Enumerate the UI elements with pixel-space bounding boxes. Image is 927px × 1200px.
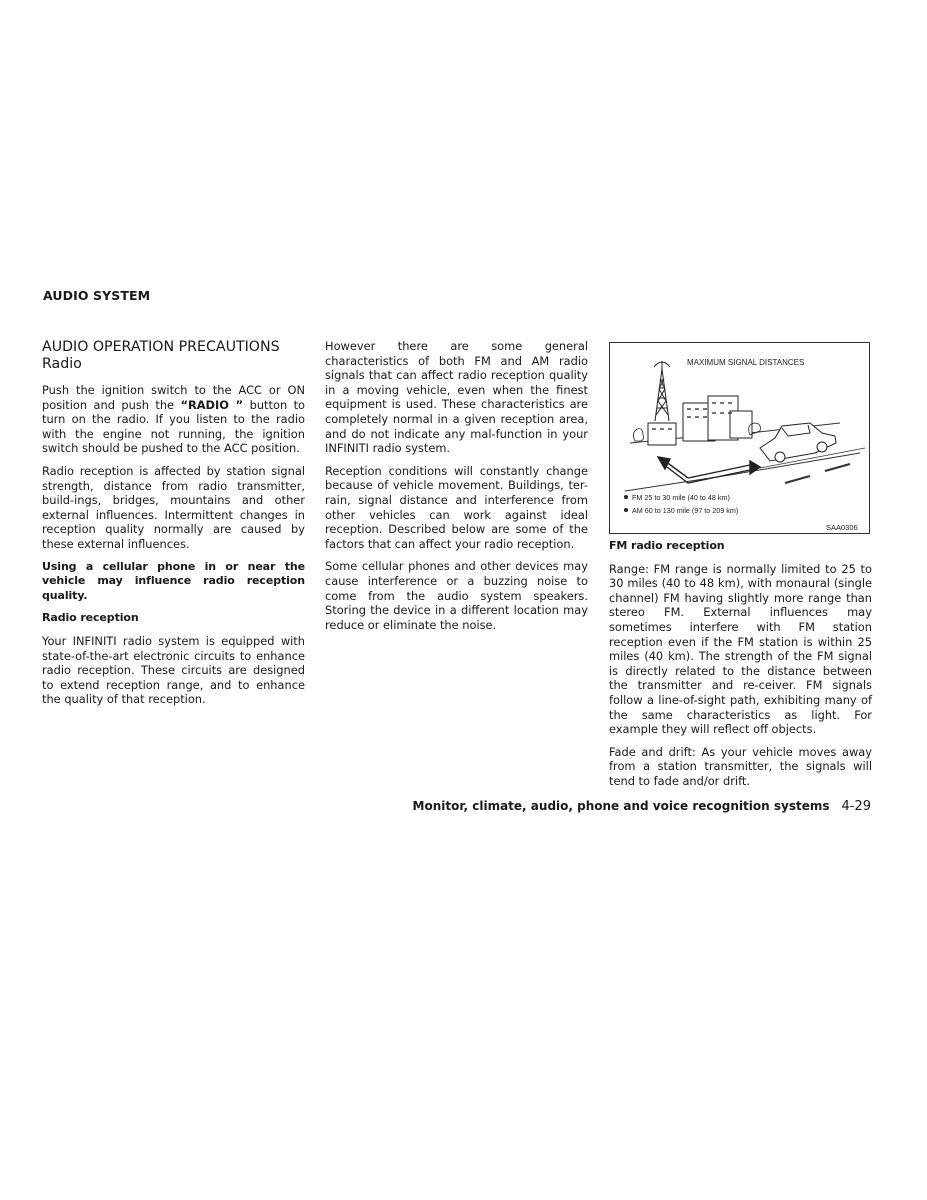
heading-audio-operation-precautions: AUDIO OPERATION PRECAUTIONS bbox=[42, 339, 280, 355]
paragraph-infiniti-radio: Your INFINITI radio system is equipped with state-of-the-art electronic circuits to enhance radio reception. These circuits are designed to extend reception range, and to enhance the quality of that reception. bbox=[42, 633, 305, 707]
fm-bullet bbox=[624, 495, 628, 499]
column-left bbox=[42, 339, 305, 715]
page-footer bbox=[413, 799, 871, 814]
signal-illustration bbox=[610, 343, 869, 533]
radio-button-label: “RADIO ” bbox=[180, 397, 244, 412]
radio-tower-icon bbox=[654, 361, 670, 421]
paragraph-fm-range: Range: FM range is normally limited to 25 to 30 miles (40 to 48 km), with monaural (single channel) FM having slightly more range than stereo FM. External influences may sometimes interfere with FM station reception even if the FM station is within 25 miles (40 km). The strength of the FM signal is directly related to the distance between the transmitter and re-ceiver. FM signals follow a line-of-sight path, exhibiting many of the same characteristics as light. For example they will reflect off objects. bbox=[609, 561, 872, 737]
page-number: 4-29 bbox=[841, 799, 871, 814]
paragraph-cellular-interference: Some cellular phones and other devices may cause interference or a buzzing noise to come from the audio system speakers. Storing the device in a different location may reduce or eliminate the noise. bbox=[325, 559, 588, 632]
column-middle bbox=[325, 339, 588, 640]
paragraph-reception-affected: Radio reception is affected by station signal strength, distance from radio transmitter, build-ings, bridges, mountains and other external influences. Intermittent changes in reception quality normally are caused by these external influences. bbox=[42, 463, 305, 551]
signal-distance-figure bbox=[609, 342, 870, 534]
paragraph-ignition bbox=[42, 383, 305, 456]
figure-title: MAXIMUM SIGNAL DISTANCES bbox=[687, 358, 805, 367]
car-icon bbox=[760, 423, 836, 462]
cellular-note: Using a cellular phone in or near the vehicle may influence radio reception quality. bbox=[42, 559, 305, 602]
footer-chapter: Monitor, climate, audio, phone and voice recognition systems bbox=[412, 799, 830, 813]
subheading-radio-reception: Radio reception bbox=[42, 611, 139, 625]
paragraph-fade-drift: Fade and drift: As your vehicle moves away from a station transmitter, the signals will tend to fade and/or drift. bbox=[609, 744, 872, 788]
range-arrow-icon bbox=[658, 457, 760, 483]
column-right bbox=[609, 539, 872, 797]
subheading-radio: Radio bbox=[42, 356, 82, 372]
subheading-fm-reception: FM radio reception bbox=[609, 539, 725, 552]
buildings-icon bbox=[648, 396, 752, 445]
p1-text-a: Push the ignition switch to the ACC or ON position and push the bbox=[42, 383, 305, 412]
tree-icon bbox=[633, 429, 643, 441]
paragraph-general-characteristics: However there are some general characteristics of both FM and AM radio signals that can affect radio reception quality in a moving vehicle, even when the finest equipment is used. These characteristics are completely normal in a given reception area, and do not indicate any mal-function in your INFINITI radio system. bbox=[325, 339, 588, 456]
am-legend: AM 60 to 130 mile (97 to 209 km) bbox=[632, 506, 739, 515]
figure-code: SAA0306 bbox=[826, 523, 858, 532]
section-title: AUDIO SYSTEM bbox=[43, 288, 151, 303]
fm-legend: FM 25 to 30 mile (40 to 48 km) bbox=[632, 493, 730, 502]
paragraph-reception-conditions: Reception conditions will constantly change because of vehicle movement. Buildings, ter-rain, signal distance and interference from other vehicles can work against ideal reception. Described below are some of the factors that can affect your radio reception. bbox=[325, 463, 588, 551]
p1-text-b: button to turn on the radio. If you listen to the radio with the engine not running, the ignition switch should be pushed to the ACC position. bbox=[42, 397, 306, 456]
am-bullet bbox=[624, 508, 628, 512]
